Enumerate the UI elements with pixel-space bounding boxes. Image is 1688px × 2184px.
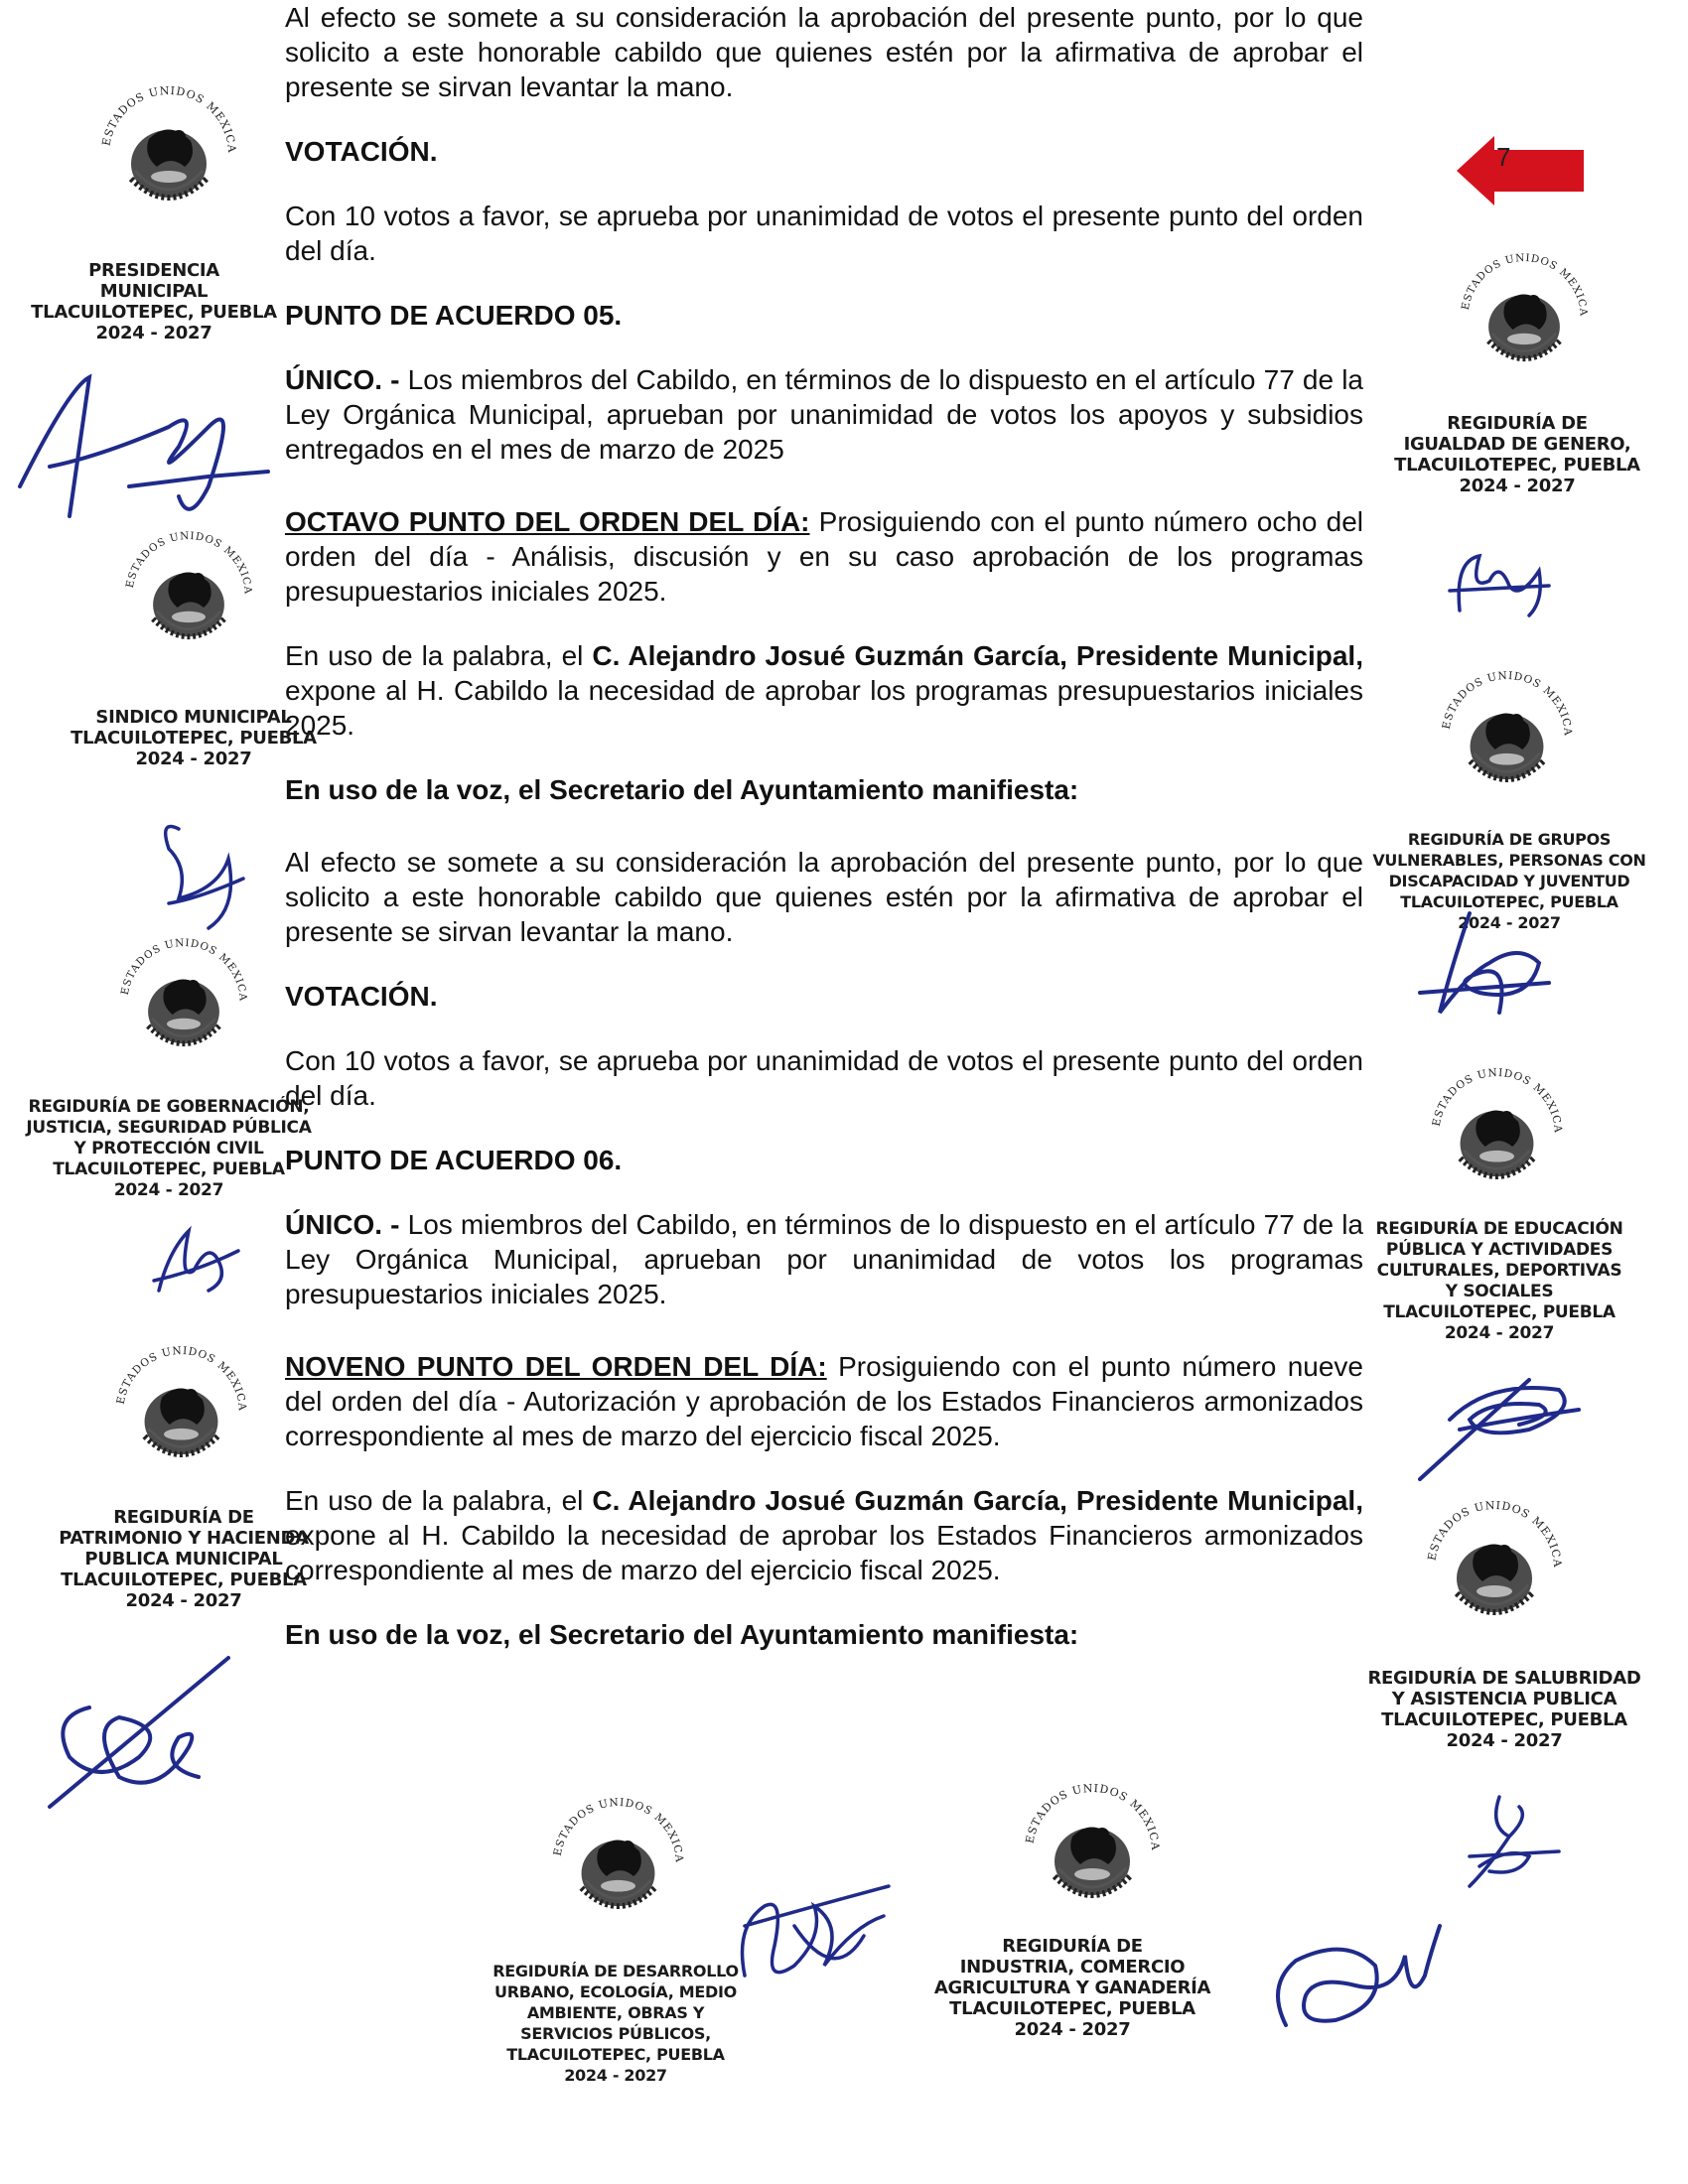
stamp-line: Y ASISTENCIA PUBLICA xyxy=(1391,1689,1618,1709)
document-body xyxy=(285,0,1363,1652)
signature-industria xyxy=(1256,1916,1445,2045)
stamp-line: REGIDURÍA DE xyxy=(1447,413,1588,434)
signature-educacion xyxy=(1410,1360,1589,1489)
section-heading: NOVENO PUNTO DEL ORDEN DEL DÍA: xyxy=(285,1351,827,1382)
paragraph xyxy=(285,134,1363,169)
body-text: Al efecto se somete a su consideración la aprobación del presente punto, por lo que solicito a este honorable cabildo que quienes estén por la afirmativa de aprobar el presente se sirvan levantar la mano. xyxy=(285,847,1363,947)
bold-text: VOTACIÓN. xyxy=(285,981,438,1012)
paragraph xyxy=(285,979,1363,1014)
stamp-line: SERVICIOS PÚBLICOS, xyxy=(520,2024,711,2043)
stamp-desarrollo xyxy=(477,1961,755,2086)
stamp-line: 2024 - 2027 xyxy=(1458,913,1561,932)
stamp-line: REGIDURÍA DE DESARROLLO xyxy=(492,1962,739,1980)
stamp-line: 2024 - 2027 xyxy=(564,2066,667,2085)
body-text: Con 10 votos a favor, se aprueba por unanimidad de votos el presente punto del orden del día. xyxy=(285,1045,1363,1111)
stamp-line: PRESIDENCIA xyxy=(88,260,219,281)
stamp-line: 2024 - 2027 xyxy=(95,323,212,343)
paragraph xyxy=(285,1143,1363,1177)
signature-igualdad xyxy=(1440,541,1559,630)
bold-text: PUNTO DE ACUERDO 06. xyxy=(285,1145,623,1175)
stamp-line: 2024 - 2027 xyxy=(135,749,252,769)
paragraph xyxy=(285,1349,1363,1453)
stamp-line: Y PROTECCIÓN CIVIL xyxy=(73,1139,264,1159)
stamp-line: DISCAPACIDAD Y JUVENTUD xyxy=(1388,872,1630,890)
seal-igualdad xyxy=(1440,228,1609,397)
stamp-line: TLACUILOTEPEC, PUEBLA xyxy=(949,1998,1196,2019)
stamp-line: TLACUILOTEPEC, PUEBLA xyxy=(53,1160,285,1179)
body-text: Con 10 votos a favor, se aprueba por unanimidad de votos el presente punto del orden del día. xyxy=(285,201,1363,266)
paragraph xyxy=(285,362,1363,467)
stamp-igualdad xyxy=(1368,413,1666,496)
stamp-line: PUBLICA MUNICIPAL xyxy=(84,1549,283,1570)
stamp-line: TLACUILOTEPEC, PUEBLA xyxy=(1394,455,1640,476)
body-text: Al efecto se somete a su consideración la aprobación del presente punto, por lo que solicito a este honorable cabildo que quienes estén por la afirmativa de aprobar el presente se sirvan levantar la mano. xyxy=(285,2,1363,102)
seal-desarrollo xyxy=(531,1772,705,1946)
stamp-line: URBANO, ECOLOGÍA, MEDIO xyxy=(494,1982,737,2001)
bold-text: En uso de la voz, el Secretario del Ayuntamiento manifiesta: xyxy=(285,1619,1079,1650)
stamp-line: TLACUILOTEPEC, PUEBLA xyxy=(31,302,277,323)
body-text: En uso de la palabra, el xyxy=(285,1485,593,1516)
stamp-sindico xyxy=(55,707,333,769)
body-text: expone al H. Cabildo la necesidad de aprobar los Estados Financieros armonizados correspondiente al mes de marzo del ejercicio fiscal 2025. xyxy=(285,1520,1363,1585)
stamp-line: 2024 - 2027 xyxy=(1459,476,1576,496)
seal-educacion xyxy=(1410,1042,1584,1216)
bold-text: En uso de la voz, el Secretario del Ayuntamiento manifiesta: xyxy=(285,774,1079,805)
paragraph xyxy=(285,1043,1363,1113)
stamp-line: REGIDURÍA DE GOBERNACIÓN, xyxy=(28,1097,310,1117)
stamp-line: AMBIENTE, OBRAS Y xyxy=(526,2003,705,2022)
stamp-line: SINDICO MUNICIPAL xyxy=(95,707,292,728)
paragraph xyxy=(285,504,1363,609)
stamp-line: PÚBLICA Y ACTIVIDADES xyxy=(1385,1240,1614,1260)
seal-gobernacion xyxy=(99,913,268,1082)
stamp-line: TLACUILOTEPEC, PUEBLA xyxy=(1381,1709,1627,1730)
stamp-line: PATRIMONIO Y HACIENDA xyxy=(59,1528,309,1549)
stamp-salubridad xyxy=(1355,1668,1653,1751)
signature-patrimonio xyxy=(30,1638,248,1817)
bold-text: ÚNICO. - xyxy=(285,1209,400,1240)
section-heading: OCTAVO PUNTO DEL ORDEN DEL DÍA: xyxy=(285,506,810,537)
bold-text: VOTACIÓN. xyxy=(285,136,438,167)
body-text: expone al H. Cabildo la necesidad de aprobar los programas presupuestarios iniciales 2025. xyxy=(285,675,1363,741)
signature-presidencia xyxy=(10,367,278,536)
stamp-line: MUNICIPAL xyxy=(99,281,209,302)
body-text: Los miembros del Cabildo, en términos de lo dispuesto en el artículo 77 de la Ley Orgánica Municipal, aprueban por unanimidad de votos los programas presupuestarios iniciales 2025. xyxy=(285,1209,1363,1309)
stamp-gobernacion xyxy=(20,1097,318,1201)
stamp-line: REGIDURÍA DE xyxy=(113,1507,254,1528)
paragraph xyxy=(285,199,1363,268)
stamp-educacion xyxy=(1360,1219,1638,1344)
stamp-line: 2024 - 2027 xyxy=(125,1590,242,1611)
bold-text: C. Alejandro Josué Guzmán García, Presidente Municipal, xyxy=(592,1485,1363,1516)
stamp-line: CULTURALES, DEPORTIVAS xyxy=(1376,1261,1622,1281)
seal-patrimonio xyxy=(94,1320,268,1494)
paragraph xyxy=(285,298,1363,333)
stamp-line: VULNERABLES, PERSONAS CON xyxy=(1372,851,1646,870)
stamp-line: REGIDURÍA DE EDUCACIÓN xyxy=(1375,1219,1623,1239)
signature-gobernacion xyxy=(139,1211,248,1310)
signature-sindico xyxy=(149,809,258,938)
page-number-arrow xyxy=(1457,136,1584,205)
body-text: Prosiguiendo con el punto número nueve del orden del día - Autorización y aprobación de los Estados Financieros armonizados correspondiente al mes de marzo del ejercicio fiscal 2025. xyxy=(285,1351,1363,1451)
paragraph xyxy=(285,772,1363,807)
stamp-patrimonio xyxy=(40,1507,328,1611)
stamp-line: TLACUILOTEPEC, PUEBLA xyxy=(1383,1302,1616,1322)
stamp-line: AGRICULTURA Y GANADERÍA xyxy=(933,1978,1211,1998)
stamp-presidencia xyxy=(25,260,283,343)
paragraph xyxy=(285,1617,1363,1652)
stamp-line: Y SOCIALES xyxy=(1445,1282,1554,1301)
paragraph xyxy=(285,1483,1363,1587)
seal-salubridad xyxy=(1405,1474,1584,1653)
stamp-line: TLACUILOTEPEC, PUEBLA xyxy=(506,2045,725,2064)
signature-salubridad xyxy=(1450,1777,1569,1896)
bold-text: C. Alejandro Josué Guzmán García, Presidente Municipal, xyxy=(592,640,1363,671)
bold-text: PUNTO DE ACUERDO 05. xyxy=(285,300,623,331)
stamp-line: REGIDURÍA DE GRUPOS xyxy=(1407,830,1612,849)
stamp-line: JUSTICIA, SEGURIDAD PÚBLICA xyxy=(26,1118,312,1138)
stamp-line: 2024 - 2027 xyxy=(1444,1323,1555,1343)
stamp-line: TLACUILOTEPEC, PUEBLA xyxy=(61,1570,307,1590)
stamp-line: 2024 - 2027 xyxy=(113,1180,224,1200)
bold-text: ÚNICO. - xyxy=(285,364,400,395)
stamp-line: INDUSTRIA, COMERCIO xyxy=(959,1957,1186,1978)
paragraph xyxy=(285,845,1363,949)
seal-presidencia xyxy=(79,60,258,238)
stamp-line: IGUALDAD DE GENERO, xyxy=(1403,434,1631,455)
stamp-line: 2024 - 2027 xyxy=(1014,2019,1131,2040)
seal-industria xyxy=(1003,1757,1182,1936)
signature-vulnerables xyxy=(1410,903,1559,1032)
paragraph xyxy=(285,0,1363,104)
paragraph xyxy=(285,638,1363,743)
body-text: Los miembros del Cabildo, en términos de lo dispuesto en el artículo 77 de la Ley Orgánica Municipal, aprueban por unanimidad de votos los apoyos y subsidios entregados en el mes de marzo de 2025 xyxy=(285,364,1363,465)
paragraph xyxy=(285,1207,1363,1311)
body-text: Prosiguiendo con el punto número ocho del orden del día - Análisis, discusión y en su caso aprobación de los programas presupuestarios iniciales 2025. xyxy=(285,506,1363,607)
stamp-industria xyxy=(923,1936,1221,2040)
page-number: 7 xyxy=(1496,142,1511,172)
stamp-line: REGIDURÍA DE xyxy=(1002,1936,1143,1957)
stamp-line: REGIDURÍA DE SALUBRIDAD xyxy=(1367,1668,1641,1689)
stamp-line: TLACUILOTEPEC, PUEBLA xyxy=(1400,892,1618,911)
body-text: En uso de la palabra, el xyxy=(285,640,593,671)
stamp-line: TLACUILOTEPEC, PUEBLA xyxy=(70,728,317,749)
seal-vulnerables xyxy=(1420,645,1594,819)
signature-desarrollo xyxy=(725,1866,894,1995)
stamp-line: 2024 - 2027 xyxy=(1446,1730,1563,1751)
